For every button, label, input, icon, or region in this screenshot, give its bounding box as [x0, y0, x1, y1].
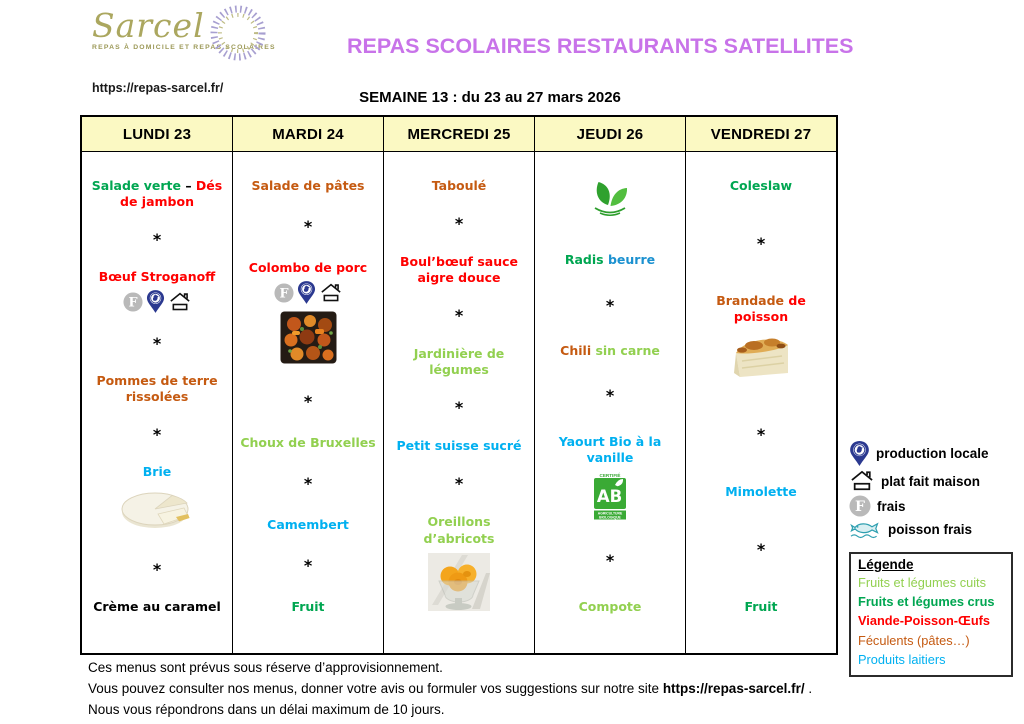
day-header-mardi-24: MARDI 24 — [233, 117, 384, 151]
frais-icon — [123, 292, 143, 312]
menu-item — [730, 178, 792, 194]
svg-text:AB: AB — [596, 487, 623, 507]
menu-item-label — [390, 254, 528, 287]
menu-item-label — [432, 178, 487, 194]
footer-line-1: Ces menus sont prévus sous réserve d’approvisionnement. — [88, 660, 443, 675]
legend-entry-feculents: Féculents (pâtes…) — [858, 632, 970, 648]
menu-item-text-segment: Bœuf Stroganoff — [98, 269, 216, 284]
menu-item-text-segment: Colombo de porc — [248, 260, 368, 276]
menu-table-header — [82, 117, 836, 152]
menu-item-label — [390, 514, 528, 547]
ab-logo-wrapper — [590, 472, 630, 524]
course-separator: * — [756, 424, 766, 444]
svg-text:CERTIFIÉ: CERTIFIÉ — [599, 472, 621, 478]
menu-item-text-segment: – — [185, 178, 196, 193]
menu-item-text-segment: Dés de jambon — [120, 178, 223, 210]
day-column-mardi-24 — [233, 152, 384, 653]
menu-item-text-segment: Oreillons d’abricots — [423, 514, 495, 546]
footer-line-2 — [88, 678, 812, 699]
menu-item-text-segment: Compote — [578, 598, 642, 614]
menu-item-text-segment: Brandade — [716, 292, 789, 308]
logo-ring-icon — [208, 4, 268, 62]
menu-item-label — [99, 269, 216, 285]
menu-item — [541, 434, 679, 525]
oreillons-abricots-image — [428, 553, 490, 611]
menu-item-label — [730, 178, 792, 194]
legend-entry-laitiers: Produits laitiers — [858, 651, 946, 667]
menu-item-marks — [274, 280, 343, 305]
menu-item-label — [240, 435, 375, 451]
menu-item-text-segment: Fruit — [744, 598, 778, 614]
footer-line-2-text: Vous pouvez consulter nos menus, donner votre avis ou formuler vos suggestions sur notre site — [88, 681, 663, 697]
course-separator: * — [454, 306, 464, 326]
abricots-wrapper — [428, 553, 490, 615]
menu-item-text-segment: Jardinière de légumes — [413, 346, 505, 378]
menu-item-label — [88, 178, 226, 211]
menu-item-text-segment: Salade verte — [91, 178, 186, 193]
icon-legend — [849, 440, 989, 539]
production-locale-icon — [146, 289, 165, 314]
day-column-mercredi-25 — [384, 152, 535, 653]
vegetarian-leaf-icon — [588, 178, 632, 218]
frais-icon — [849, 495, 871, 517]
icon-legend-row-frais — [849, 495, 989, 517]
page-title: REPAS SCOLAIRES RESTAURANTS SATELLITES — [347, 34, 854, 58]
menu-table — [80, 115, 838, 655]
sarcel-logo — [92, 8, 282, 51]
legend-box — [849, 552, 1013, 677]
menu-item — [88, 373, 226, 406]
menu-item-text-segment: Fruit — [291, 598, 325, 614]
menu-item-text-segment: Boul’bœuf sauce aigre douce — [399, 253, 519, 286]
poisson-frais-icon — [849, 520, 882, 539]
legend-entry-crus: Fruits et légumes crus — [858, 594, 995, 610]
menu-item-text-segment: Crème au caramel — [93, 598, 221, 614]
menu-item — [560, 343, 660, 359]
svg-text:F: F — [278, 285, 289, 301]
day-header-vendredi-27: VENDREDI 27 — [710, 125, 812, 143]
legend-title: Légende — [858, 557, 914, 572]
day-header-lundi-23: LUNDI 23 — [82, 117, 233, 151]
logo-tagline: REPAS À DOMICILE ET REPAS SCOLAIRES — [92, 44, 276, 52]
frais-icon — [274, 283, 294, 303]
menu-item-text-segment: Taboulé — [431, 178, 487, 193]
menu-item-marks — [123, 289, 192, 314]
fait-maison-icon — [319, 283, 343, 303]
menu-item-text-segment: Petit suisse sucré — [396, 438, 522, 454]
menu-item-label — [579, 599, 642, 615]
menu-item-text-segment: Brie — [142, 463, 172, 479]
course-separator: * — [454, 398, 464, 418]
menu-item — [93, 599, 221, 615]
menu-item-label — [390, 346, 528, 379]
menu-item-text-segment: Yaourt Bio à la vanille — [558, 433, 662, 465]
brandade-wrapper — [728, 331, 794, 385]
production-locale-icon — [297, 280, 316, 305]
menu-item-text-segment: Coleslaw — [729, 178, 793, 193]
menu-item-label — [88, 373, 226, 406]
menu-item-label — [93, 599, 221, 615]
colombo-de-porc-image — [280, 311, 337, 364]
footer-line-2-suffix: . — [804, 681, 813, 697]
menu-item — [88, 178, 226, 211]
menu-item — [291, 599, 324, 615]
icon-legend-label: poisson frais — [888, 522, 973, 537]
course-separator: * — [152, 559, 162, 579]
menu-item-text-segment: Pommes de terre rissolées — [96, 372, 218, 404]
legend-entries — [858, 573, 1004, 669]
menu-item-label — [267, 517, 349, 533]
course-separator: * — [756, 539, 766, 559]
icon-legend-row-production-locale — [849, 440, 989, 467]
brie-wrapper — [118, 486, 196, 540]
menu-item-label — [291, 599, 324, 615]
day-column-lundi-23 — [82, 152, 233, 653]
icon-legend-row-fait-maison — [849, 470, 989, 492]
course-separator: * — [152, 333, 162, 353]
menu-item — [240, 435, 375, 451]
menu-item-text-segment: de poisson — [733, 292, 806, 324]
menu-item — [390, 254, 528, 287]
production-locale-icon — [849, 440, 870, 467]
legend-entry-viande: Viande-Poisson-Œufs — [858, 613, 991, 629]
menu-item — [252, 178, 365, 194]
colombo-wrapper — [280, 311, 337, 368]
menu-item-label — [252, 178, 365, 194]
course-separator: * — [605, 551, 615, 571]
logo-wordmark: Sarcel — [92, 6, 205, 45]
course-separator: * — [756, 233, 766, 253]
course-separator: * — [303, 391, 313, 411]
menu-item-label — [541, 434, 679, 467]
day-column-vendredi-27 — [686, 152, 836, 653]
menu-item-text-segment: Camembert — [267, 516, 349, 532]
week-title: SEMAINE 13 : du 23 au 27 mars 2026 — [359, 89, 621, 106]
menu-item — [267, 517, 349, 533]
svg-text:BIOLOGIQUE: BIOLOGIQUE — [599, 515, 621, 520]
menu-item — [692, 293, 830, 386]
menu-item-text-segment: Mimolette — [725, 484, 797, 499]
menu-item — [390, 514, 528, 615]
menu-item-label — [744, 599, 777, 615]
menu-item — [397, 438, 522, 454]
menu-item — [118, 464, 196, 541]
day-header-mercredi-25: MERCREDI 25 — [384, 117, 535, 151]
course-separator: * — [605, 386, 615, 406]
menu-item-label — [565, 252, 655, 268]
menu-item — [249, 260, 367, 369]
menu-item-label — [692, 293, 830, 326]
menu-item — [725, 484, 797, 500]
menu-item-label — [560, 343, 660, 359]
menu-item-text-segment: Choux de Bruxelles — [240, 434, 376, 450]
menu-item — [744, 599, 777, 615]
menu-item-label — [249, 260, 367, 276]
site-url-link[interactable]: https://repas-sarcel.fr/ — [92, 81, 224, 95]
menu-item-text-segment: Salade de pâtes — [251, 178, 365, 193]
menu-item-label — [397, 438, 522, 454]
svg-text:AGRICULTURE: AGRICULTURE — [597, 511, 623, 516]
menu-item-text-segment: Radis — [564, 252, 608, 268]
course-separator: * — [152, 229, 162, 249]
menu-days-row — [82, 152, 836, 653]
menu-item-text-segment: sin carne — [595, 342, 660, 358]
svg-text:F: F — [855, 499, 865, 516]
fait-maison-icon — [849, 470, 875, 492]
icon-legend-label: production locale — [876, 446, 989, 461]
course-separator: * — [605, 295, 615, 315]
menu-item-text-segment: beurre — [607, 252, 656, 268]
icon-legend-label: frais — [877, 498, 906, 514]
brie-image — [118, 486, 196, 536]
menu-item — [99, 269, 216, 314]
course-separator: * — [303, 555, 313, 575]
menu-item — [432, 178, 487, 194]
menu-item — [390, 346, 528, 379]
footer-site-link[interactable]: https://repas-sarcel.fr/ — [662, 681, 805, 697]
course-separator: * — [454, 214, 464, 234]
footer-notes — [88, 657, 812, 720]
menu-item — [565, 252, 655, 268]
menu-item-text-segment: Chili — [560, 342, 596, 358]
menu-item-label — [725, 484, 797, 500]
day-header-jeudi-26: JEUDI 26 — [535, 117, 686, 151]
course-separator: * — [303, 473, 313, 493]
footer-line-3: Nous vous répondrons dans un délai maximum de 10 jours. — [88, 702, 445, 718]
brandade-image — [728, 331, 794, 381]
icon-legend-label: plat fait maison — [881, 473, 981, 489]
vegetarian-day-marker — [588, 178, 632, 223]
day-column-jeudi-26 — [535, 152, 686, 653]
course-separator: * — [303, 217, 313, 237]
icon-legend-row-poisson-frais — [849, 520, 989, 539]
svg-text:F: F — [127, 294, 138, 310]
menu-item — [579, 599, 642, 615]
ab-bio-logo-image — [590, 472, 630, 520]
course-separator: * — [152, 424, 162, 444]
fait-maison-icon — [168, 292, 192, 312]
legend-entry-cuits: Fruits et légumes cuits — [858, 575, 987, 590]
menu-item-label — [143, 464, 171, 480]
course-separator: * — [454, 474, 464, 494]
